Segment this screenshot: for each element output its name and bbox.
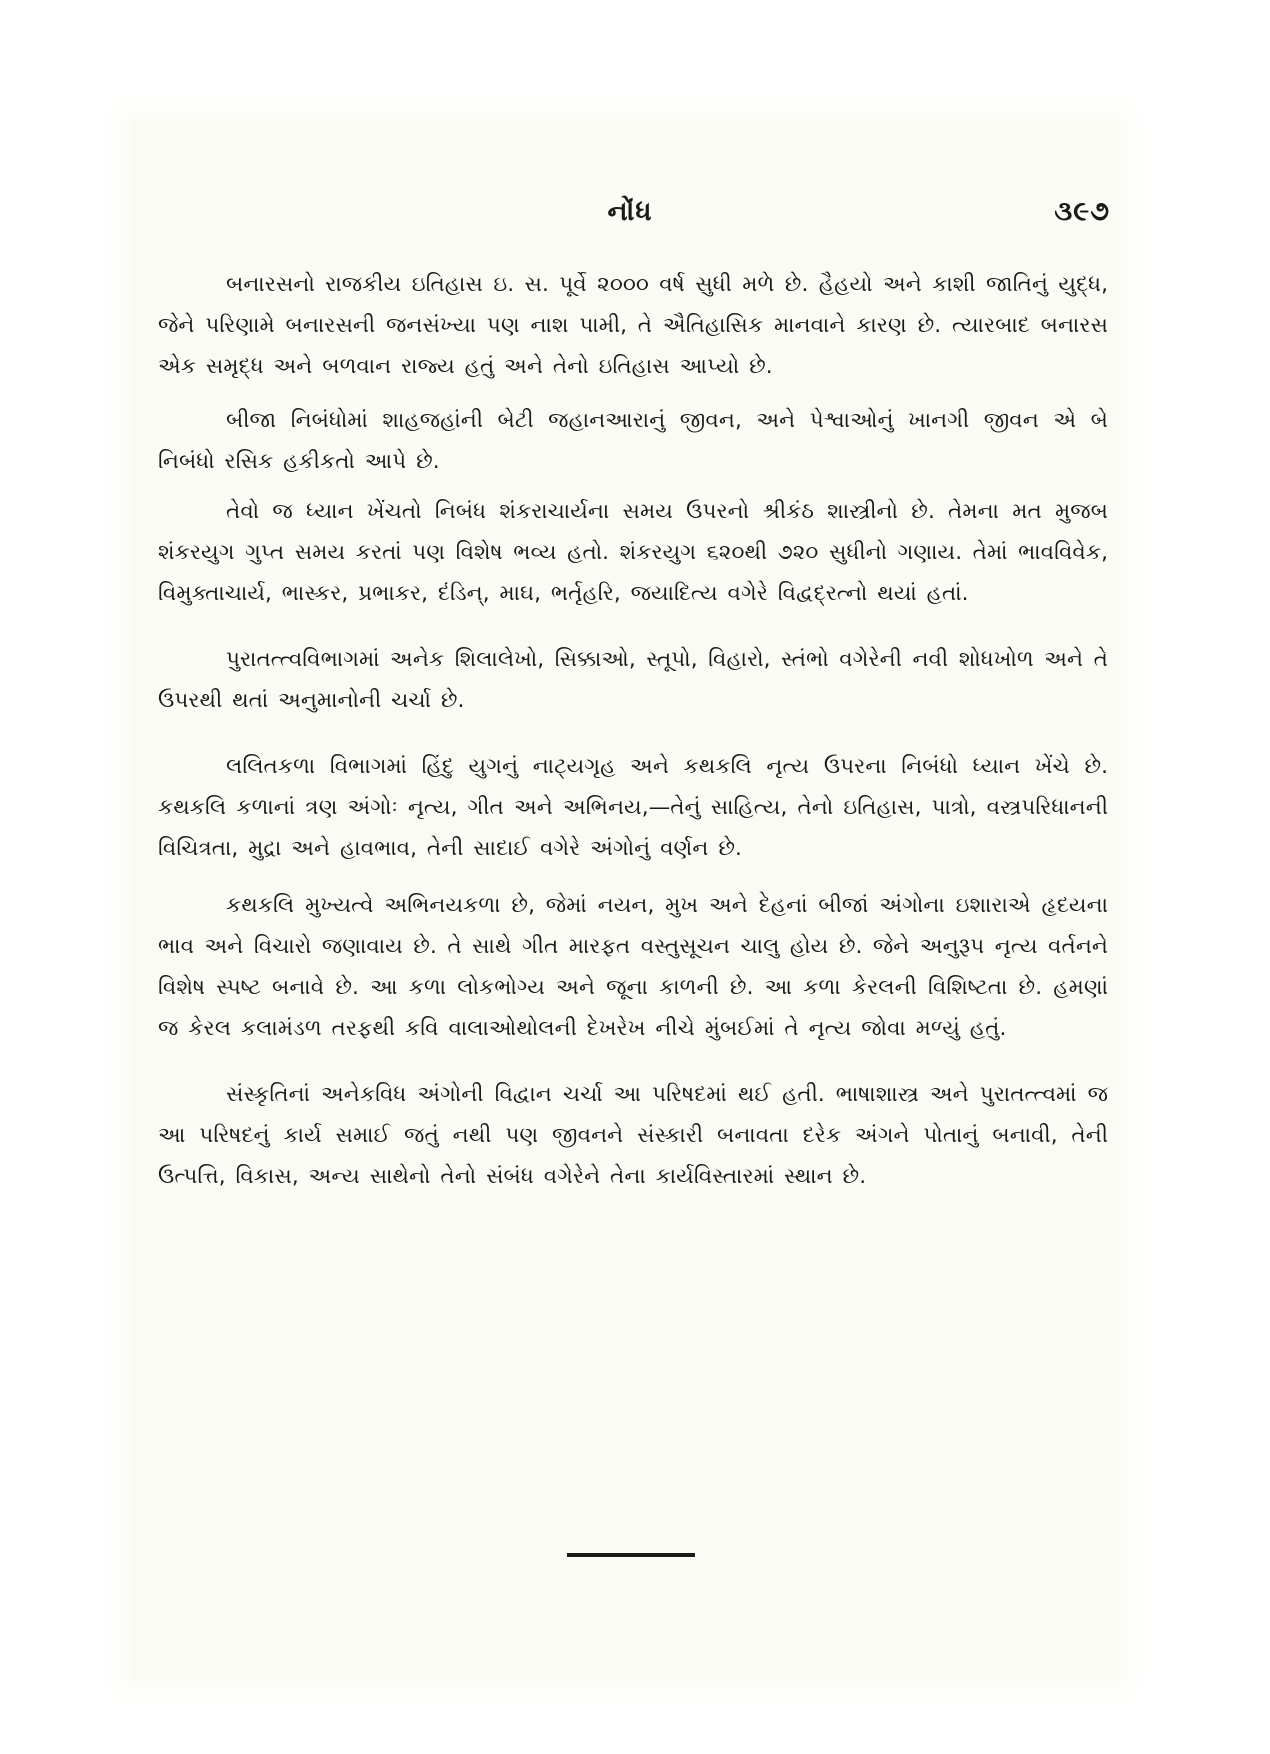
paragraph-culture: સંસ્કૃતિનાં અનેકવિધ અંગોની વિદ્વાન ચર્ચા આ પરિષદમાં થઈ હતી. ભાષાશાસ્ત્ર અને પુરાતત્ત્વમાં જ આ પરિષદનું કાર્ય સમાઈ જતું નથી પણ જીવનને સંસ્કારી બનાવતા દરેક અંગને પોતાનું બનાવી, તેની ઉત્પત્તિ, વિકાસ, અન્ય સાથેનો તેનો સંબંધ વગેરેને તેના કાર્યવિસ્તારમાં સ્થાન છે. [158, 1082, 1108, 1189]
paragraph-banaras-history: બનારસનો રાજકીય ઇતિહાસ ઇ. સ. પૂર્વે ૨૦૦૦ વર્ષ સુધી મળે છે. હૈહયો અને કાશી જાતિનું યુદ્ધ, જેને પરિણામે બનારસની જનસંખ્યા પણ નાશ પામી, તે ઐતિહાસિક માનવાને કારણ છે. ત્યારબાદ બનારસ એક સમૃદ્ધ અને બળવાન રાજ્ય હતું અને તેનો ઇતિહાસ આપ્યો છે. [158, 272, 1108, 379]
body-text [158, 264, 1108, 1197]
paragraph-archaeology: પુરાતત્ત્વવિભાગમાં અનેક શિલાલેખો, સિક્કાઓ, સ્તૂપો, વિહારો, સ્તંભો વગેરેની નવી શોધખોળ અને તે ઉપરથી થતાં અનુમાનોની ચર્ચા છે. [158, 647, 1108, 713]
running-head-title: નોંધ [607, 196, 653, 227]
paragraph-kathakali: કથકલિ મુખ્યત્વે અભિનયકળા છે, જેમાં નયન, મુખ અને દેહનાં બીજાં અંગોના ઇશારાએ હૃદયના ભાવ અને વિચારો જણાવાય છે. તે સાથે ગીત મારફત વસ્તુસૂચન ચાલુ હોય છે. જેને અનુરૂપ નૃત્ય વર્તનને વિશેષ સ્પષ્ટ બનાવે છે. આ કળા લોકભોગ્ય અને જૂના કાળની છે. આ કળા કેરલની વિશિષ્ટતા છે. હમણાં જ કેરલ કલામંડળ તરફથી કવિ વાલાઓથોલની દેખરેખ નીચે મુંબઈમાં તે નૃત્ય જોવા મળ્યું હતું. [158, 893, 1108, 1041]
paragraph-shankaracharya: તેવો જ ધ્યાન ખેંચતો નિબંધ શંકરાચાર્યના સમય ઉપરનો શ્રીકંઠ શાસ્ત્રીનો છે. તેમના મત મુજબ શંકરયુગ ગુપ્ત સમય કરતાં પણ વિશેષ ભવ્ય હતો. શંકરયુગ ૬૨૦થી ૭૨૦ સુધીનો ગણાય. તેમાં ભાવવિવેક, વિમુક્તાચાર્ય, ભાસ્કર, પ્રભાકર, દંડિન્, માઘ, ભર્તૃહરિ, જયાદિત્ય વગેરે વિદ્વદ્‌રત્નો થયાં હતાં. [158, 499, 1108, 606]
paragraph-other-essays: બીજા નિબંધોમાં શાહજહાંની બેટી જહાનઆરાનું જીવન, અને પેશ્વાઓનું ખાનગી જીવન એ બે નિબંધો રસિક હકીકતો આપે છે. [158, 408, 1108, 474]
section-end-rule [567, 1553, 695, 1557]
paragraph-fine-arts: લલિતકળા વિભાગમાં હિંદુ યુગનું નાટ્યગૃહ અને કથકલિ નૃત્ય ઉપરના નિબંધો ધ્યાન ખેંચે છે. કથકલિ કળાનાં ત્રણ અંગોઃ નૃત્ય, ગીત અને અભિનય,—તેનું સાહિત્ય, તેનો ઇતિહાસ, પાત્રો, વસ્ત્રપરિધાનની વિચિત્રતા, મુદ્રા અને હાવભાવ, તેની સાદાઈ વગેરે અંગોનું વર્ણન છે. [158, 754, 1108, 861]
page-number: ૩૯૭ [1054, 196, 1110, 227]
page-header [150, 196, 1110, 236]
